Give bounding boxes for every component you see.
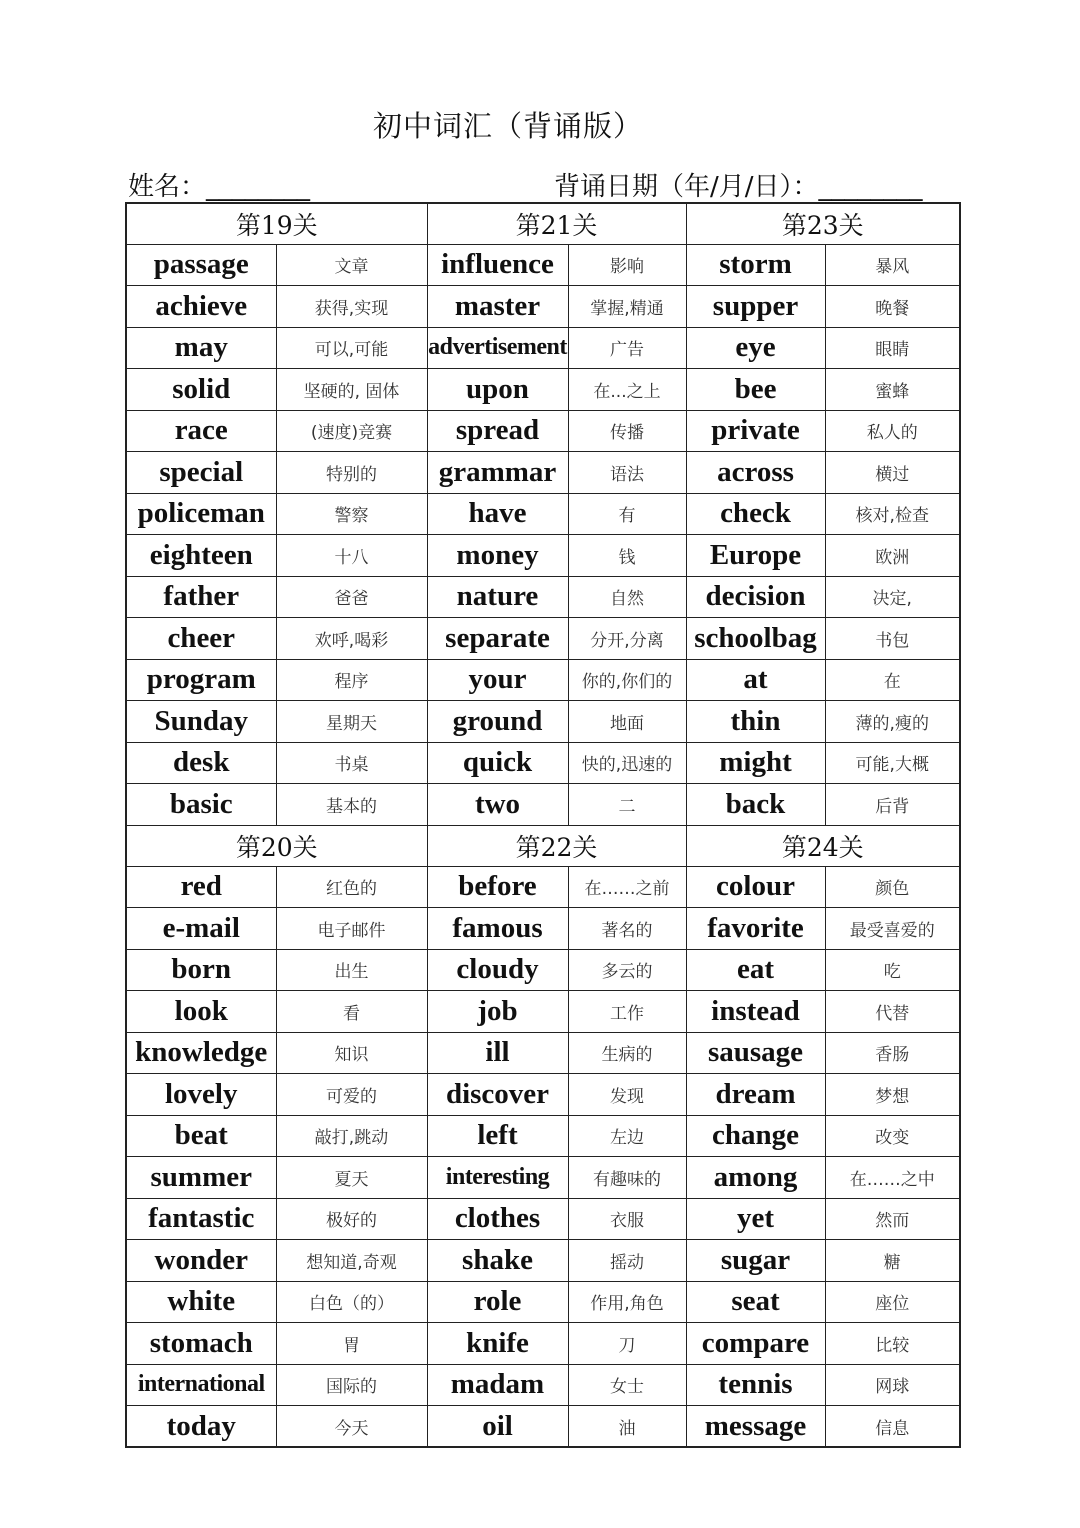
english-word: knowledge [126,1032,276,1074]
word-row [126,493,960,535]
english-word: advertisement [427,327,568,369]
chinese-meaning: 电子邮件 [276,908,427,950]
english-word: international [126,1364,276,1406]
level-header: 第23关 [686,203,960,244]
english-word: job [427,991,568,1033]
english-word: sausage [686,1032,825,1074]
chinese-meaning: 多云的 [568,949,686,991]
english-word: change [686,1115,825,1157]
chinese-meaning: 国际的 [276,1364,427,1406]
word-row [126,784,960,826]
english-word: look [126,991,276,1033]
english-word: discover [427,1074,568,1116]
chinese-meaning: 文章 [276,244,427,286]
word-row [126,535,960,577]
level-header: 第24关 [686,825,960,866]
chinese-meaning: 欢呼,喝彩 [276,618,427,660]
chinese-meaning: 胃 [276,1323,427,1365]
chinese-meaning: 掌握,精通 [568,286,686,328]
word-row [126,410,960,452]
english-word: policeman [126,493,276,535]
english-word: achieve [126,286,276,328]
english-word: back [686,784,825,826]
word-row [126,369,960,411]
chinese-meaning: 眼睛 [825,327,960,369]
chinese-meaning: 梦想 [825,1074,960,1116]
english-word: role [427,1281,568,1323]
english-word: seat [686,1281,825,1323]
word-row [126,991,960,1033]
word-row [126,866,960,908]
chinese-meaning: 发现 [568,1074,686,1116]
english-word: cloudy [427,949,568,991]
chinese-meaning: 极好的 [276,1198,427,1240]
english-word: instead [686,991,825,1033]
chinese-meaning: 想知道,奇观 [276,1240,427,1282]
chinese-meaning: 改变 [825,1115,960,1157]
english-word: separate [427,618,568,660]
chinese-meaning: 钱 [568,535,686,577]
english-word: private [686,410,825,452]
chinese-meaning: 夏天 [276,1157,427,1199]
chinese-meaning: 有 [568,493,686,535]
english-word: before [427,866,568,908]
chinese-meaning: 传播 [568,410,686,452]
english-word: cheer [126,618,276,660]
english-word: two [427,784,568,826]
word-row [126,1157,960,1199]
chinese-meaning: 生病的 [568,1032,686,1074]
english-word: Sunday [126,701,276,743]
english-word: at [686,659,825,701]
word-row [126,452,960,494]
english-word: e-mail [126,908,276,950]
chinese-meaning: 在...之上 [568,369,686,411]
english-word: basic [126,784,276,826]
chinese-meaning: 核对,检查 [825,493,960,535]
chinese-meaning: 广告 [568,327,686,369]
level-header: 第21关 [427,203,686,244]
chinese-meaning: 信息 [825,1406,960,1448]
english-word: left [427,1115,568,1157]
chinese-meaning: 星期天 [276,701,427,743]
chinese-meaning: 左边 [568,1115,686,1157]
english-word: red [126,866,276,908]
english-word: summer [126,1157,276,1199]
english-word: check [686,493,825,535]
chinese-meaning: 可爱的 [276,1074,427,1116]
english-word: ground [427,701,568,743]
chinese-meaning: 薄的,瘦的 [825,701,960,743]
english-word: solid [126,369,276,411]
english-word: yet [686,1198,825,1240]
chinese-meaning: 地面 [568,701,686,743]
chinese-meaning: 著名的 [568,908,686,950]
english-word: fantastic [126,1198,276,1240]
english-word: across [686,452,825,494]
word-row [126,1074,960,1116]
chinese-meaning: 作用,角色 [568,1281,686,1323]
chinese-meaning: 颜色 [825,866,960,908]
english-word: spread [427,410,568,452]
chinese-meaning: 蜜蜂 [825,369,960,411]
word-row [126,1032,960,1074]
english-word: storm [686,244,825,286]
chinese-meaning: 白色（的） [276,1281,427,1323]
english-word: wonder [126,1240,276,1282]
english-word: tennis [686,1364,825,1406]
chinese-meaning: 书桌 [276,742,427,784]
chinese-meaning: 最受喜爱的 [825,908,960,950]
english-word: white [126,1281,276,1323]
english-word: among [686,1157,825,1199]
chinese-meaning: 出生 [276,949,427,991]
chinese-meaning: 工作 [568,991,686,1033]
chinese-meaning: (速度)竞赛 [276,410,427,452]
english-word: compare [686,1323,825,1365]
chinese-meaning: 程序 [276,659,427,701]
english-word: stomach [126,1323,276,1365]
english-word: program [126,659,276,701]
chinese-meaning: 横过 [825,452,960,494]
level-header-row [126,203,960,244]
english-word: decision [686,576,825,618]
english-word: today [126,1406,276,1448]
level-header: 第20关 [126,825,427,866]
chinese-meaning: 警察 [276,493,427,535]
chinese-meaning: 私人的 [825,410,960,452]
english-word: clothes [427,1198,568,1240]
name-label: 姓名：________ [128,172,311,202]
chinese-meaning: 自然 [568,576,686,618]
english-word: message [686,1406,825,1448]
chinese-meaning: 油 [568,1406,686,1448]
word-row [126,1406,960,1448]
chinese-meaning: 后背 [825,784,960,826]
english-word: beat [126,1115,276,1157]
chinese-meaning: 可能,大概 [825,742,960,784]
chinese-meaning: 爸爸 [276,576,427,618]
chinese-meaning: 晚餐 [825,286,960,328]
chinese-meaning: 今天 [276,1406,427,1448]
word-row [126,1364,960,1406]
english-word: your [427,659,568,701]
english-word: master [427,286,568,328]
chinese-meaning: 快的,迅速的 [568,742,686,784]
word-row [126,1323,960,1365]
english-word: father [126,576,276,618]
chinese-meaning: 在 [825,659,960,701]
word-row [126,949,960,991]
word-row [126,742,960,784]
chinese-meaning: 然而 [825,1198,960,1240]
chinese-meaning: 代替 [825,991,960,1033]
level-header: 第19关 [126,203,427,244]
english-word: have [427,493,568,535]
chinese-meaning: 吃 [825,949,960,991]
english-word: race [126,410,276,452]
level-header-row [126,825,960,866]
english-word: upon [427,369,568,411]
english-word: passage [126,244,276,286]
english-word: may [126,327,276,369]
chinese-meaning: 比较 [825,1323,960,1365]
word-row [126,1115,960,1157]
english-word: bee [686,369,825,411]
chinese-meaning: 分开,分离 [568,618,686,660]
chinese-meaning: 摇动 [568,1240,686,1282]
english-word: thin [686,701,825,743]
english-word: grammar [427,452,568,494]
word-row [126,244,960,286]
english-word: Europe [686,535,825,577]
english-word: colour [686,866,825,908]
chinese-meaning: 欧洲 [825,535,960,577]
chinese-meaning: 红色的 [276,866,427,908]
word-row [126,618,960,660]
chinese-meaning: 女士 [568,1364,686,1406]
english-word: ill [427,1032,568,1074]
english-word: special [126,452,276,494]
chinese-meaning: 香肠 [825,1032,960,1074]
chinese-meaning: 影响 [568,244,686,286]
chinese-meaning: 十八 [276,535,427,577]
chinese-meaning: 基本的 [276,784,427,826]
word-row [126,286,960,328]
chinese-meaning: 决定, [825,576,960,618]
english-word: oil [427,1406,568,1448]
chinese-meaning: 知识 [276,1032,427,1074]
word-row [126,576,960,618]
chinese-meaning: 暴风 [825,244,960,286]
english-word: favorite [686,908,825,950]
english-word: might [686,742,825,784]
word-row [126,908,960,950]
word-row [126,701,960,743]
header-line [128,166,958,202]
english-word: money [427,535,568,577]
chinese-meaning: 二 [568,784,686,826]
chinese-meaning: 刀 [568,1323,686,1365]
chinese-meaning: 网球 [825,1364,960,1406]
english-word: shake [427,1240,568,1282]
chinese-meaning: 书包 [825,618,960,660]
chinese-meaning: 有趣味的 [568,1157,686,1199]
english-word: eye [686,327,825,369]
chinese-meaning: 坚硬的, 固体 [276,369,427,411]
english-word: desk [126,742,276,784]
chinese-meaning: 衣服 [568,1198,686,1240]
chinese-meaning: 可以,可能 [276,327,427,369]
english-word: supper [686,286,825,328]
word-row [126,1198,960,1240]
english-word: eat [686,949,825,991]
chinese-meaning: 敲打,跳动 [276,1115,427,1157]
chinese-meaning: 获得,实现 [276,286,427,328]
chinese-meaning: 座位 [825,1281,960,1323]
chinese-meaning: 你的,你们的 [568,659,686,701]
vocab-table [125,202,961,1448]
english-word: knife [427,1323,568,1365]
chinese-meaning: 特别的 [276,452,427,494]
english-word: eighteen [126,535,276,577]
chinese-meaning: 语法 [568,452,686,494]
english-word: dream [686,1074,825,1116]
english-word: sugar [686,1240,825,1282]
word-row [126,327,960,369]
word-row [126,1281,960,1323]
english-word: schoolbag [686,618,825,660]
date-label: 背诵日期（年/月/日）：________ [554,172,923,202]
level-header: 第22关 [427,825,686,866]
chinese-meaning: 在……之中 [825,1157,960,1199]
english-word: interesting [427,1157,568,1199]
word-row [126,1240,960,1282]
english-word: madam [427,1364,568,1406]
english-word: lovely [126,1074,276,1116]
chinese-meaning: 看 [276,991,427,1033]
english-word: nature [427,576,568,618]
english-word: famous [427,908,568,950]
english-word: quick [427,742,568,784]
english-word: born [126,949,276,991]
chinese-meaning: 糖 [825,1240,960,1282]
page-title: 初中词汇（背诵版） [372,109,643,143]
english-word: influence [427,244,568,286]
chinese-meaning: 在……之前 [568,866,686,908]
word-row [126,659,960,701]
